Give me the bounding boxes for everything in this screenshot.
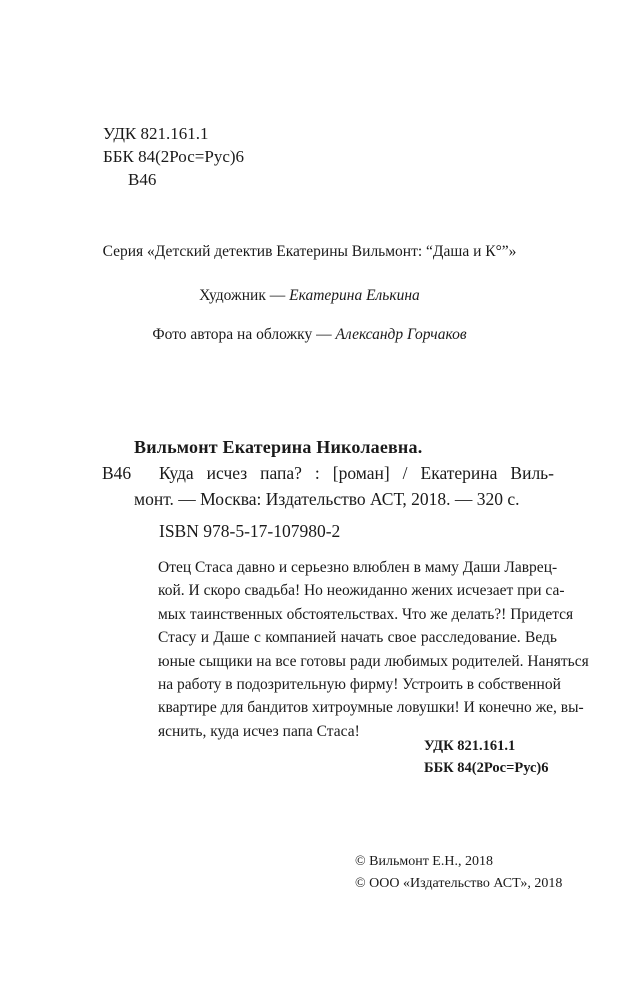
copyright-publisher: © ООО «Издательство АСТ», 2018 — [355, 876, 563, 891]
author-code-top: В46 — [128, 170, 157, 189]
annotation-line: квартире для бандитов хитроумные ловушки! И конечно же, вы- — [158, 699, 584, 717]
photo-name: Александр Горчаков — [335, 326, 467, 343]
annotation-line: яснить, куда исчез папа Стаса! — [158, 722, 360, 740]
series-line — [0, 243, 619, 261]
record-title-line2: монт. — Москва: Издательство АСТ, 2018. — 320 с. — [134, 489, 520, 509]
udk-top: УДК 821.161.1 — [103, 124, 209, 143]
annotation-line: мых таинственных обстоятельствах. Что же делать?! Придется — [158, 605, 574, 623]
artist-line — [0, 287, 619, 305]
udk-bottom: УДК 821.161.1 — [424, 738, 516, 754]
record-isbn: ISBN 978-5-17-107980-2 — [159, 521, 341, 541]
record-author: Вильмонт Екатерина Николаевна. — [134, 437, 423, 457]
copyright-author: © Вильмонт Е.Н., 2018 — [355, 854, 493, 869]
annotation-line: Стасу и Даше с компанией начать свое расследование. Ведь — [158, 629, 557, 647]
photo-label: Фото автора на обложку — — [152, 326, 336, 343]
bbk-bottom: ББК 84(2Рос=Рус)6 — [424, 760, 549, 776]
annotation — [158, 556, 589, 743]
artist-label: Художник — — [199, 287, 290, 304]
annotation-line: кой. И скоро свадьба! Но неожиданно жених исчезает при са- — [158, 582, 565, 600]
annotation-line: на работу в подозрительную фирму! Устроить в собственной — [158, 676, 561, 694]
record-title-line1: Куда исчез папа? : [роман] / Екатерина Виль- — [159, 463, 554, 483]
record-code: В46 — [102, 463, 132, 483]
series-title: «Детский детектив Екатерины Вильмонт: “Даша и К°”» — [147, 243, 517, 260]
bbk-top: ББК 84(2Рос=Рус)6 — [103, 147, 245, 166]
photo-line — [0, 326, 619, 344]
annotation-line: Отец Стаса давно и серьезно влюблен в маму Даши Лаврец- — [158, 559, 558, 576]
annotation-line: юные сыщики на все готовы ради любимых родителей. Наняться — [158, 652, 589, 670]
series-prefix: Серия — [102, 243, 148, 260]
artist-name: Екатерина Елькина — [289, 287, 420, 304]
